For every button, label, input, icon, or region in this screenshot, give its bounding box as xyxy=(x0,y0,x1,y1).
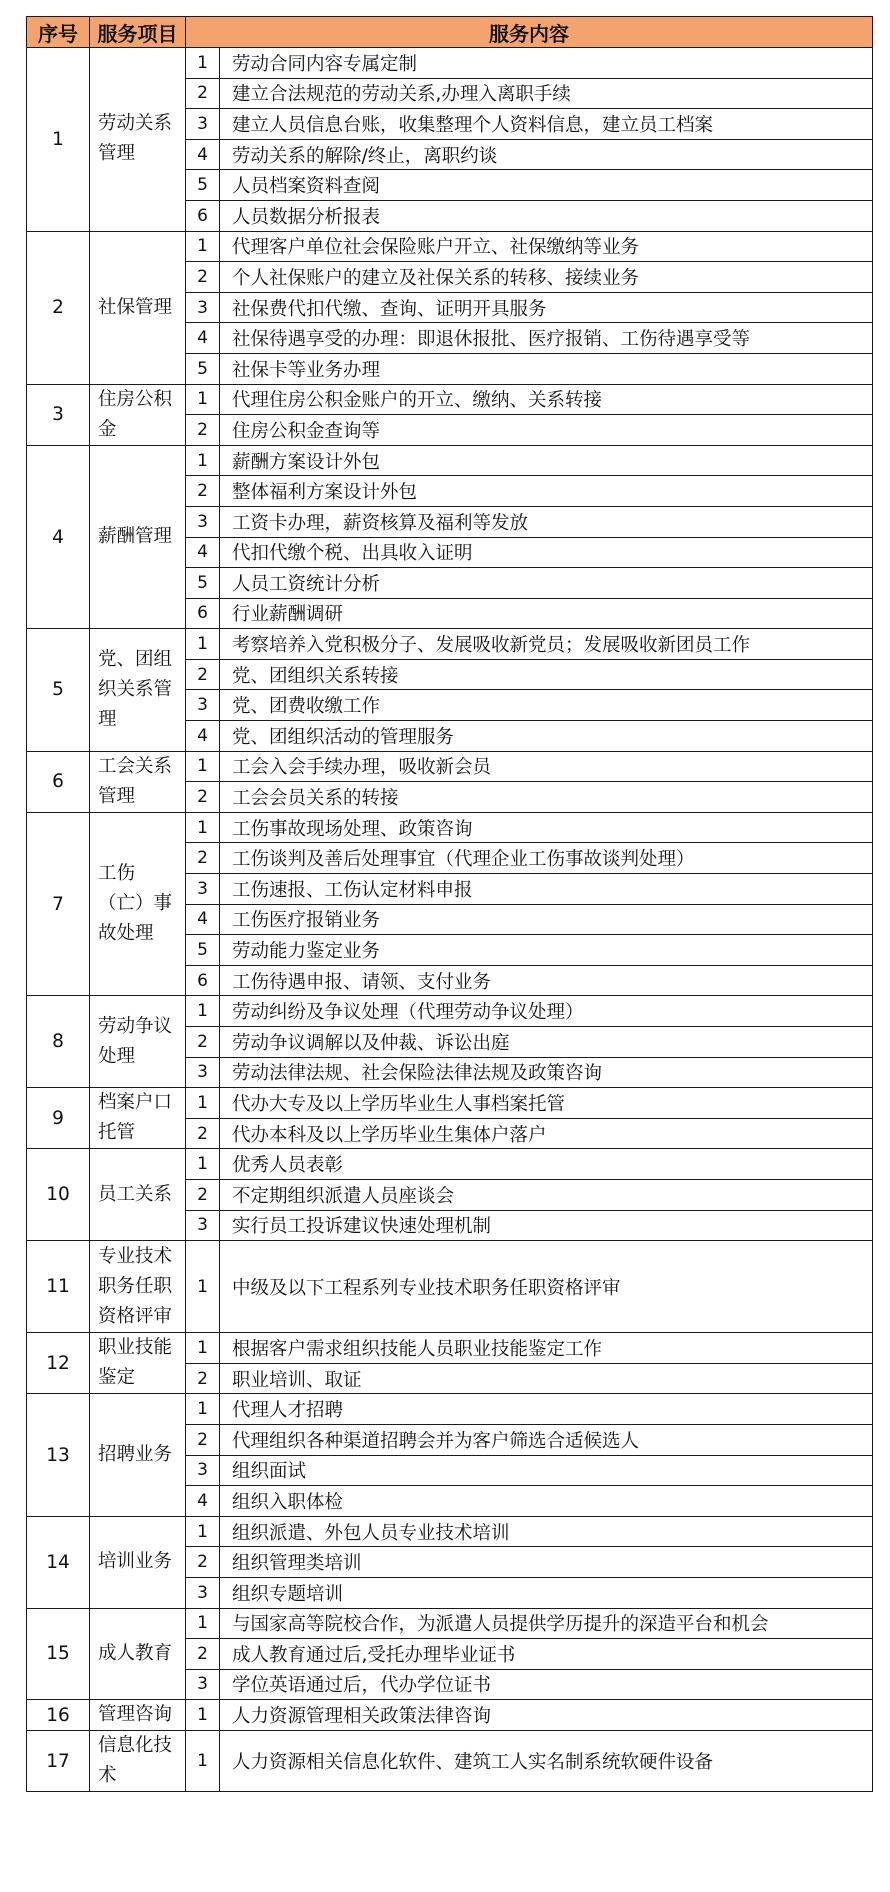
service-content: 成人教育通过后,受托办理毕业证书 xyxy=(220,1639,873,1670)
sub-index: 1 xyxy=(186,384,220,415)
service-content: 组织专题培训 xyxy=(220,1577,873,1608)
service-content: 实行员工投诉建议快速处理机制 xyxy=(220,1210,873,1241)
sub-index: 4 xyxy=(186,1486,220,1517)
sub-index: 1 xyxy=(186,629,220,660)
sub-index: 5 xyxy=(186,353,220,384)
sub-index: 4 xyxy=(186,537,220,568)
sub-index: 2 xyxy=(186,476,220,507)
service-content: 代扣代缴个税、出具收入证明 xyxy=(220,537,873,568)
sub-index: 4 xyxy=(186,904,220,935)
sub-index: 6 xyxy=(186,598,220,629)
sub-index: 1 xyxy=(186,1149,220,1180)
sub-index: 4 xyxy=(186,323,220,354)
sub-index: 1 xyxy=(186,445,220,476)
service-content: 组织管理类培训 xyxy=(220,1547,873,1578)
group-index: 17 xyxy=(27,1731,90,1792)
service-content: 建立合法规范的劳动关系,办理入离职手续 xyxy=(220,78,873,109)
service-content: 人力资源相关信息化软件、建筑工人实名制系统软硬件设备 xyxy=(220,1731,873,1792)
service-content: 与国家高等院校合作，为派遣人员提供学历提升的深造平台和机会 xyxy=(220,1608,873,1639)
table-row xyxy=(27,751,873,782)
table-row xyxy=(27,231,873,262)
table-row xyxy=(27,1333,873,1364)
service-content: 党、团费收缴工作 xyxy=(220,690,873,721)
sub-index: 5 xyxy=(186,935,220,966)
sub-index: 1 xyxy=(186,48,220,79)
service-content: 代办本科及以上学历毕业生集体户落户 xyxy=(220,1118,873,1149)
sub-index: 3 xyxy=(186,292,220,323)
sub-index: 3 xyxy=(186,690,220,721)
sub-index: 1 xyxy=(186,1241,220,1333)
service-content: 薪酬方案设计外包 xyxy=(220,445,873,476)
service-content: 社保费代扣代缴、查询、证明开具服务 xyxy=(220,292,873,323)
group-item-name: 招聘业务 xyxy=(90,1394,186,1516)
table-row xyxy=(27,1608,873,1639)
service-content: 代理组织各种渠道招聘会并为客户筛选合适候选人 xyxy=(220,1424,873,1455)
group-index: 14 xyxy=(27,1516,90,1608)
group-item-name: 培训业务 xyxy=(90,1516,186,1608)
sub-index: 6 xyxy=(186,965,220,996)
service-content: 工会入会手续办理，吸收新会员 xyxy=(220,751,873,782)
group-index: 6 xyxy=(27,751,90,812)
sub-index: 1 xyxy=(186,1700,220,1731)
sub-index: 2 xyxy=(186,1363,220,1394)
table-body xyxy=(27,48,873,1792)
sub-index: 5 xyxy=(186,568,220,599)
group-index: 3 xyxy=(27,384,90,445)
table-row xyxy=(27,1731,873,1792)
service-content: 学位英语通过后，代办学位证书 xyxy=(220,1669,873,1700)
service-content: 社保待遇享受的办理：即退休报批、医疗报销、工伤待遇享受等 xyxy=(220,323,873,354)
header-item: 服务项目 xyxy=(90,17,186,48)
service-content: 党、团组织关系转接 xyxy=(220,659,873,690)
service-content: 劳动能力鉴定业务 xyxy=(220,935,873,966)
group-item-name: 专业技术职务任职资格评审 xyxy=(90,1241,186,1333)
sub-index: 3 xyxy=(186,1577,220,1608)
group-index: 11 xyxy=(27,1241,90,1333)
service-content: 组织派遣、外包人员专业技术培训 xyxy=(220,1516,873,1547)
table-row xyxy=(27,812,873,843)
sub-index: 1 xyxy=(186,1731,220,1792)
service-content: 工伤医疗报销业务 xyxy=(220,904,873,935)
sub-index: 2 xyxy=(186,1179,220,1210)
table-row xyxy=(27,445,873,476)
sub-index: 1 xyxy=(186,1394,220,1425)
sub-index: 2 xyxy=(186,415,220,446)
sub-index: 1 xyxy=(186,996,220,1027)
service-content: 中级及以下工程系列专业技术职务任职资格评审 xyxy=(220,1241,873,1333)
table-row xyxy=(27,48,873,79)
service-content: 人力资源管理相关政策法律咨询 xyxy=(220,1700,873,1731)
service-table xyxy=(26,16,873,1792)
service-content: 劳动法律法规、社会保险法律法规及政策咨询 xyxy=(220,1057,873,1088)
sub-index: 2 xyxy=(186,659,220,690)
group-item-name: 管理咨询 xyxy=(90,1700,186,1731)
group-item-name: 成人教育 xyxy=(90,1608,186,1700)
group-item-name: 党、团组织关系管理 xyxy=(90,629,186,751)
group-item-name: 工会关系管理 xyxy=(90,751,186,812)
sub-index: 2 xyxy=(186,1547,220,1578)
header-index: 序号 xyxy=(27,17,90,48)
service-content: 行业薪酬调研 xyxy=(220,598,873,629)
sub-index: 3 xyxy=(186,874,220,905)
service-content: 劳动纠纷及争议处理（代理劳动争议处理） xyxy=(220,996,873,1027)
group-item-name: 薪酬管理 xyxy=(90,445,186,629)
sub-index: 2 xyxy=(186,1424,220,1455)
group-index: 13 xyxy=(27,1394,90,1516)
sub-index: 1 xyxy=(186,812,220,843)
service-content: 工伤谈判及善后处理事宜（代理企业工伤事故谈判处理） xyxy=(220,843,873,874)
service-content: 劳动争议调解以及仲裁、诉讼出庭 xyxy=(220,1027,873,1058)
group-index: 8 xyxy=(27,996,90,1088)
sub-index: 4 xyxy=(186,721,220,752)
service-content: 党、团组织活动的管理服务 xyxy=(220,721,873,752)
service-content: 根据客户需求组织技能人员职业技能鉴定工作 xyxy=(220,1333,873,1364)
group-index: 2 xyxy=(27,231,90,384)
sub-index: 4 xyxy=(186,139,220,170)
service-content: 建立人员信息台账，收集整理个人资料信息，建立员工档案 xyxy=(220,109,873,140)
table-row xyxy=(27,1516,873,1547)
sub-index: 3 xyxy=(186,506,220,537)
service-content: 个人社保账户的建立及社保关系的转移、接续业务 xyxy=(220,262,873,293)
group-item-name: 员工关系 xyxy=(90,1149,186,1241)
service-content: 工会会员关系的转接 xyxy=(220,782,873,813)
sub-index: 1 xyxy=(186,1333,220,1364)
service-content: 社保卡等业务办理 xyxy=(220,353,873,384)
sub-index: 1 xyxy=(186,1516,220,1547)
service-content: 组织面试 xyxy=(220,1455,873,1486)
sub-index: 2 xyxy=(186,1118,220,1149)
sub-index: 2 xyxy=(186,1027,220,1058)
header-content: 服务内容 xyxy=(186,17,873,48)
sub-index: 3 xyxy=(186,109,220,140)
service-content: 工伤事故现场处理、政策咨询 xyxy=(220,812,873,843)
table-row xyxy=(27,996,873,1027)
service-content: 工伤待遇申报、请领、支付业务 xyxy=(220,965,873,996)
table-row xyxy=(27,1088,873,1119)
table-row xyxy=(27,1394,873,1425)
group-item-name: 档案户口托管 xyxy=(90,1088,186,1149)
service-content: 优秀人员表彰 xyxy=(220,1149,873,1180)
sub-index: 3 xyxy=(186,1210,220,1241)
table-row xyxy=(27,1149,873,1180)
sub-index: 2 xyxy=(186,843,220,874)
sub-index: 1 xyxy=(186,231,220,262)
sub-index: 1 xyxy=(186,1088,220,1119)
group-index: 4 xyxy=(27,445,90,629)
service-content: 职业培训、取证 xyxy=(220,1363,873,1394)
group-index: 16 xyxy=(27,1700,90,1731)
service-content: 代理住房公积金账户的开立、缴纳、关系转接 xyxy=(220,384,873,415)
group-index: 1 xyxy=(27,48,90,232)
service-content: 劳动合同内容专属定制 xyxy=(220,48,873,79)
group-index: 15 xyxy=(27,1608,90,1700)
sub-index: 6 xyxy=(186,200,220,231)
service-content: 工伤速报、工伤认定材料申报 xyxy=(220,874,873,905)
table-row xyxy=(27,1700,873,1731)
group-item-name: 工伤（亡）事故处理 xyxy=(90,812,186,996)
sub-index: 3 xyxy=(186,1057,220,1088)
sub-index: 1 xyxy=(186,751,220,782)
service-content: 人员工资统计分析 xyxy=(220,568,873,599)
sub-index: 1 xyxy=(186,1608,220,1639)
service-table-wrapper xyxy=(26,16,872,1792)
table-row xyxy=(27,1241,873,1333)
sub-index: 3 xyxy=(186,1455,220,1486)
service-content: 住房公积金查询等 xyxy=(220,415,873,446)
sub-index: 2 xyxy=(186,1639,220,1670)
service-content: 整体福利方案设计外包 xyxy=(220,476,873,507)
service-content: 代理客户单位社会保险账户开立、社保缴纳等业务 xyxy=(220,231,873,262)
table-row xyxy=(27,629,873,660)
sub-index: 2 xyxy=(186,78,220,109)
table-row xyxy=(27,384,873,415)
service-content: 人员档案资料查阅 xyxy=(220,170,873,201)
sub-index: 2 xyxy=(186,262,220,293)
service-content: 考察培养入党积极分子、发展吸收新党员；发展吸收新团员工作 xyxy=(220,629,873,660)
service-content: 代理人才招聘 xyxy=(220,1394,873,1425)
group-item-name: 信息化技术 xyxy=(90,1731,186,1792)
group-index: 12 xyxy=(27,1333,90,1394)
sub-index: 5 xyxy=(186,170,220,201)
sub-index: 3 xyxy=(186,1669,220,1700)
service-content: 人员数据分析报表 xyxy=(220,200,873,231)
sub-index: 2 xyxy=(186,782,220,813)
group-index: 5 xyxy=(27,629,90,751)
group-index: 7 xyxy=(27,812,90,996)
group-item-name: 社保管理 xyxy=(90,231,186,384)
table-header-row xyxy=(27,17,873,48)
group-item-name: 劳动争议处理 xyxy=(90,996,186,1088)
group-item-name: 住房公积金 xyxy=(90,384,186,445)
service-content: 劳动关系的解除/终止，离职约谈 xyxy=(220,139,873,170)
group-item-name: 劳动关系管理 xyxy=(90,48,186,232)
service-content: 不定期组织派遣人员座谈会 xyxy=(220,1179,873,1210)
group-item-name: 职业技能鉴定 xyxy=(90,1333,186,1394)
service-content: 工资卡办理，薪资核算及福利等发放 xyxy=(220,506,873,537)
group-index: 9 xyxy=(27,1088,90,1149)
group-index: 10 xyxy=(27,1149,90,1241)
service-content: 代办大专及以上学历毕业生人事档案托管 xyxy=(220,1088,873,1119)
service-content: 组织入职体检 xyxy=(220,1486,873,1517)
